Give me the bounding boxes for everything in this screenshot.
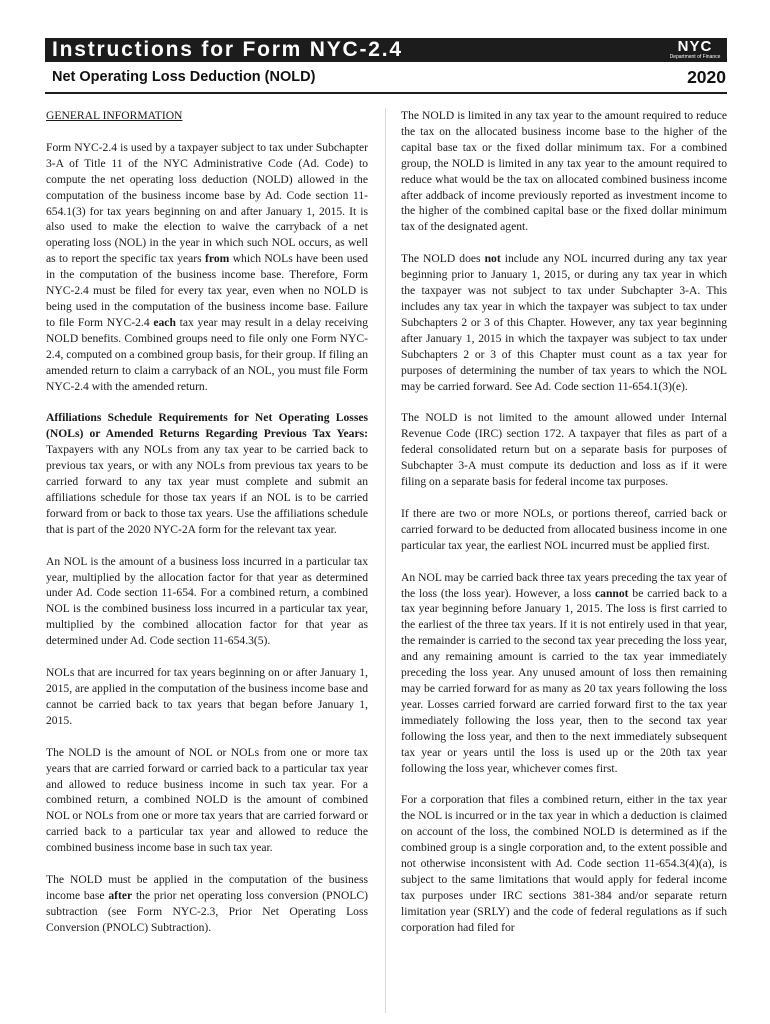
paragraph-affiliations: Affiliations Schedule Requirements for Net Operating Losses (NOLs) or Amended Returns Regarding Previous Tax Years: Taxpayers with any NOLs from any tax year to be carried back to previous tax years, or with any NOLs from previous tax years to be carried forward to any tax year must complete and submit an affiliations schedule for those tax years if an NOL is to be carried forward from or back to those tax years. Use the affiliations schedule that is part of the 2020 NYC-2A form for the relevant tax year. [46,411,368,536]
paragraph-nold-limit: The NOLD is limited in any tax year to the amount required to reduce the tax on the allocated business income base to the higher of the capital base tax or the fixed dollar minimum tax. For a combined group, the NOLD is limited in any tax year to the amount required to reduce what would be the tax on allocated combined business income after addback of income previously reported as investment income to the higher of the combined capital base or the fixed dollar minimum tax of the designated agent. [401,109,727,234]
form-title: Instructions for Form NYC-2.4 [52,38,403,61]
header-rule [45,92,727,94]
logo-subtext: Department of Finance [669,54,721,60]
paragraph-ordering: If there are two or more NOLs, or portions thereof, carried back or carried forward to be deducted from allocated business income in one particular tax year, the earliest NOL incurred must be applied first. [401,506,727,552]
paragraph-irc-172: The NOLD is not limited to the amount allowed under Internal Revenue Code (IRC) section 172. A taxpayer that files as part of a federal consolidated return but on a separate basis for purposes of Subchapter 3-A must compute its deduction and loss as if it were filing on a separate basis for federal income tax purposes. [401,411,727,489]
paragraph-nold-definition: The NOLD is the amount of NOL or NOLs from one or more tax years that are carried forward or carried back to a particular tax year and allowed to reduce business income in such tax year. For a combined return, a combined NOLD is the amount of combined NOL or NOLs from one or more tax years that are carried forward or carried back to a particular tax year and allowed to reduce the combined business income base in such tax year. [46,745,368,855]
logo-text: NYC [677,38,713,55]
paragraph-nol-definition: An NOL is the amount of a business loss incurred in a particular tax year, multiplied by the allocation factor for that year as determined under Ad. Code section 11-654. For a combined return, a combined NOL is the combined business loss incurred in a particular tax year, multiplied by the combined allocation factor for that year as determined under Ad. Code section 11-654.3(5). [46,554,368,648]
paragraph-nol-2015: NOLs that are incurred for tax years beginning on or after January 1, 2015, are applied in the computation of the business income base and cannot be carried back to tax years that began before January 1, 2015. [46,666,368,727]
affiliations-subheading: Affiliations Schedule Requirements for Net Operating Losses (NOLs) or Amended Returns Regarding Previous Tax Years: [46,411,368,441]
tax-year: 2020 [687,67,726,87]
column-divider [385,108,386,1013]
left-column [46,108,368,952]
right-column [401,108,727,952]
paragraph-carryback: An NOL may be carried back three tax years preceding the tax year of the loss (the loss year). However, a loss cannot be carried back to a tax year beginning before January 1, 2015. The loss is first carried to the earliest of the three tax years. If it is not entirely used in that year, the remainder is carried to the second tax year preceding the loss year, and any remaining amount is carried to the tax year immediately preceding the loss year. Any unused amount of loss then remaining may be carried forward for as many as 20 tax years following the loss year. Losses carried forward are carried forward first to the tax year immediately following the loss year, then to the second tax year following the loss year, and then to the next immediately subsequent tax year or years until the loss is used up or the 20th tax year following the loss year, whichever comes first. [401,570,728,775]
section-heading: GENERAL INFORMATION [46,109,183,122]
nyc-finance-logo [667,40,723,60]
paragraph-nold-pnolc: The NOLD must be applied in the computation of the business income base after the prior net operating loss conversion (PNOLC) subtraction (see Form NYC-2.3, Prior Net Operating Loss Conversion (PNOLC) Subtraction). [46,873,368,934]
paragraph-nold-exclusions: The NOLD does not include any NOL incurred during any tax year beginning prior to January 1, 2015, or during any tax year in which the taxpayer was not subject to tax under Subchapter 3-A. This includes any tax year in which the taxpayer was subject to tax under Subchapters 2 or 3 of this Chapter. However, any tax year beginning after January 1, 2015 in which the taxpayer was subject to tax under Subchapters 2 or 3 of this Chapter must count as a tax year for purposes of determining the number of tax years to which the NOL may be carried forward. See Ad. Code section 11-654.1(3)(e). [401,252,727,393]
paragraph-combined-return: For a corporation that files a combined return, either in the tax year the NOL is incurred or in the tax year in which a deduction is claimed on account of the loss, the combined NOLD is determined as if the combined group is a single corporation and, to the extent possible and not otherwise inconsistent with Ad. Code section 11-654.3(4)(a), is subject to the same limitations that would apply for federal income tax purposes under IRC sections 381-384 and/or separate return limitation year (SRLY) and the code of federal regulations as if such corporation had filed for [401,793,727,934]
form-subtitle: Net Operating Loss Deduction (NOLD) [52,69,316,85]
paragraph-general: Form NYC-2.4 is used by a taxpayer subject to tax under Subchapter 3-A of Title 11 of the NYC Administrative Code (Ad. Code) to compute the net operating loss deduction (NOLD) allowed in the computation of the business income base by Ad. Code section 11-654.1(3) for tax years beginning on and after January 1, 2015. It is also used to make the election to waive the carryback of a net operating loss (NOL) in the year in which such NOL occurs, as well as to report the specific tax years from which NOLs have been used in the computation of the business income base. Therefore, Form NYC-2.4 must be filed for every tax year, even when no NOLD is being used in the computation of the business income base. Failure to file Form NYC-2.4 each tax year may result in a delay receiving NOLD benefits. Combined groups need to file only one Form NYC-2.4, computed on a combined group basis, for their group. If filing an amended return to claim a carryback of an NOL, you must file Form NYC-2.4 with the amended return. [46,140,368,393]
